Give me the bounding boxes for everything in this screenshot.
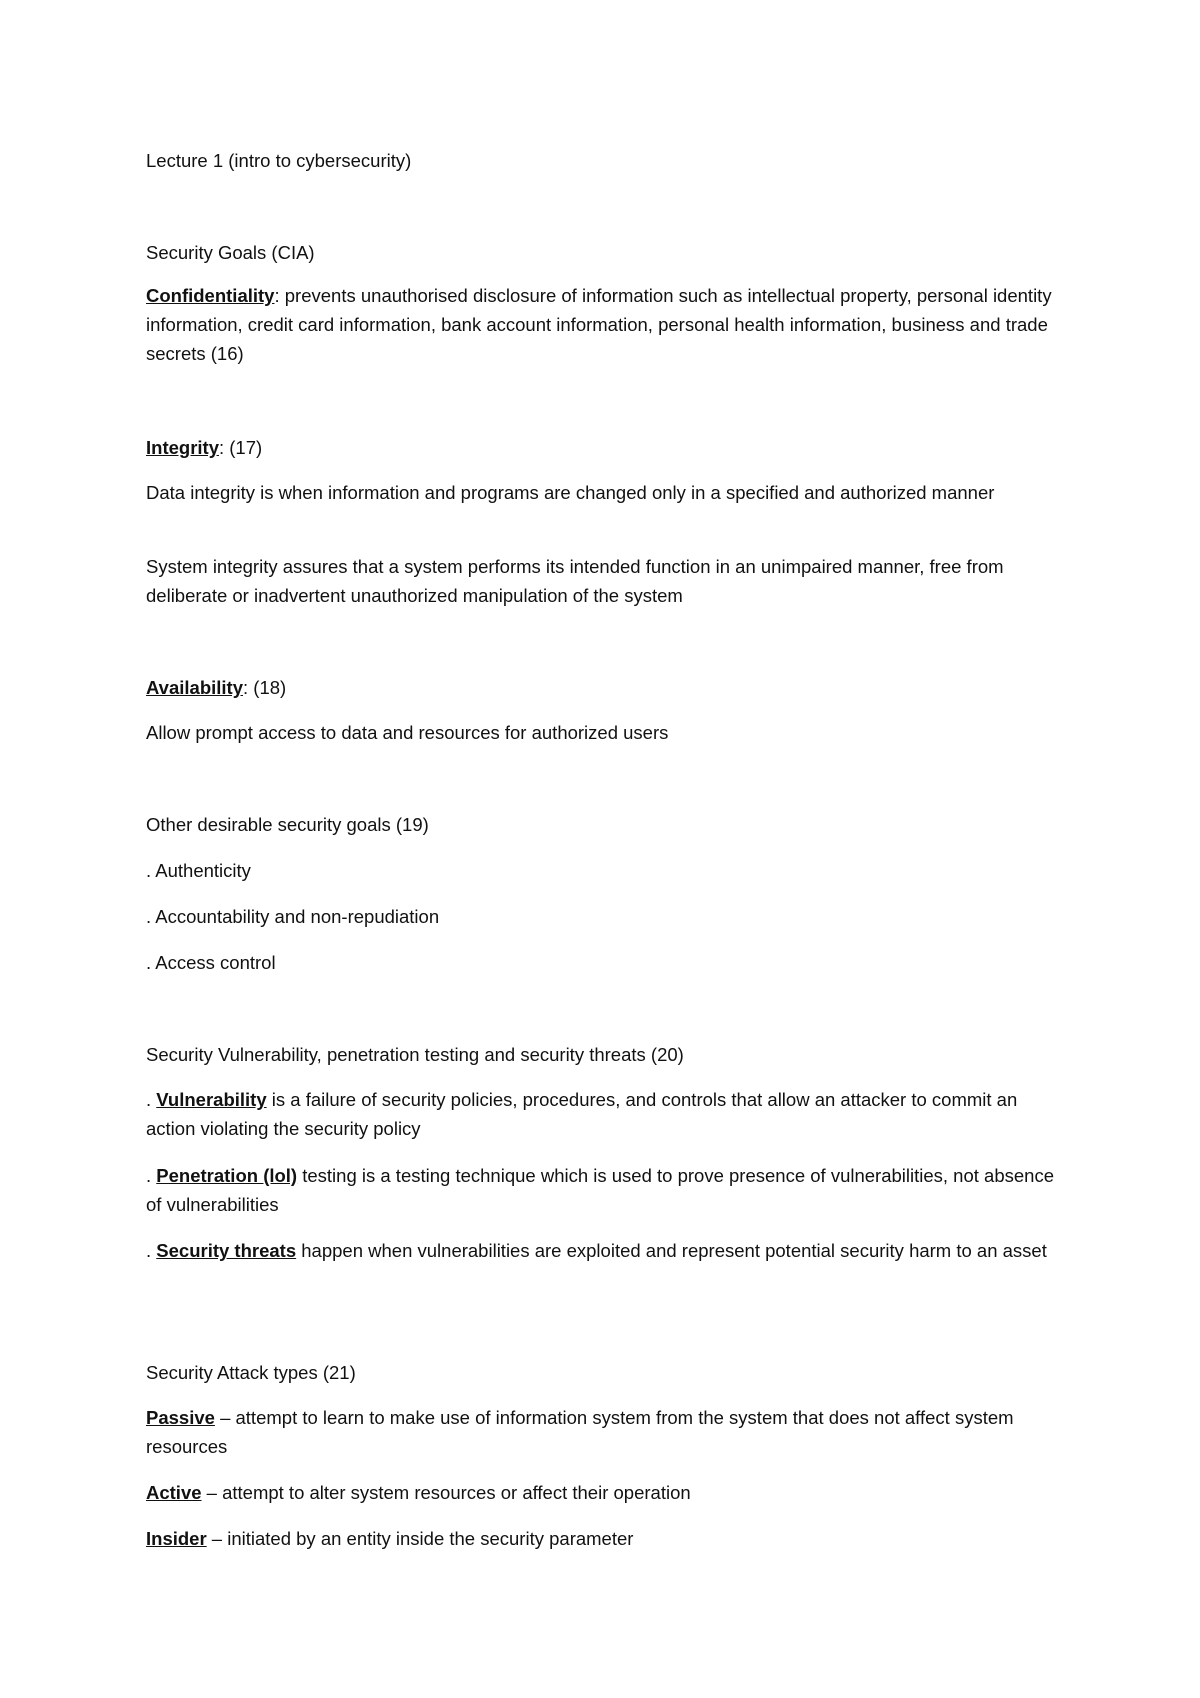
threats-term: Security threats (156, 1240, 297, 1261)
active-term: Active (146, 1482, 202, 1503)
vulnerability-heading: Security Vulnerability, penetration testing and security threats (20) (146, 1044, 684, 1065)
other-goal-item: . Authenticity (146, 860, 251, 881)
active-text: – attempt to alter system resources or affect their operation (201, 1482, 691, 1503)
confidentiality-paragraph (146, 281, 1066, 368)
vulnerability-term: Vulnerability (156, 1089, 267, 1110)
vulnerability-item (146, 1085, 1066, 1143)
bullet-prefix: . (146, 1165, 157, 1186)
other-goal-item: . Accountability and non-repudiation (146, 906, 440, 927)
passive-term: Passive (146, 1407, 215, 1428)
lecture-title: Lecture 1 (intro to cybersecurity) (146, 150, 412, 171)
insider-text: – initiated by an entity inside the security parameter (206, 1528, 634, 1549)
penetration-text: testing is a testing technique which is used to prove presence of vulnerabilities, not absence of vulnerabilities (146, 1165, 1054, 1215)
integrity-heading (146, 433, 262, 462)
penetration-item (146, 1161, 1066, 1219)
insider-term: Insider (146, 1528, 207, 1549)
threats-item (146, 1236, 1066, 1265)
threats-text: happen when vulnerabilities are exploited and represent potential security harm to an asset (296, 1240, 1047, 1261)
bullet-prefix: . (146, 1089, 157, 1110)
system-integrity-text: System integrity assures that a system performs its intended function in an unimpaired manner, free from deliberate or inadvertent unauthorized manipulation of the system (146, 556, 1004, 606)
availability-term: Availability (146, 677, 243, 698)
cia-heading: Security Goals (CIA) (146, 242, 315, 263)
attack-type-item (146, 1403, 1066, 1461)
integrity-ref: : (17) (218, 437, 263, 458)
confidentiality-term: Confidentiality (146, 285, 275, 306)
bullet-prefix: . (146, 1240, 157, 1261)
availability-text: Allow prompt access to data and resources for authorized users (146, 722, 669, 743)
passive-text: – attempt to learn to make use of information system from the system that does not affect system resources (146, 1407, 1014, 1457)
data-integrity-text: Data integrity is when information and programs are changed only in a specified and authorized manner (146, 482, 995, 503)
vulnerability-text: is a failure of security policies, procedures, and controls that allow an attacker to commit an action violating the security policy (146, 1089, 1018, 1139)
availability-ref: : (18) (243, 677, 287, 698)
attack-type-item (146, 1524, 633, 1553)
attack-types-heading: Security Attack types (21) (146, 1362, 356, 1383)
integrity-term: Integrity (146, 437, 219, 458)
other-goal-item: . Access control (146, 952, 276, 973)
other-goals-heading: Other desirable security goals (19) (146, 814, 429, 835)
penetration-term: Penetration (lol) (156, 1165, 298, 1186)
availability-heading (146, 673, 286, 702)
confidentiality-text: : prevents unauthorised disclosure of information such as intellectual property, personal identity information, credit card information, bank account information, personal health information, business and trade secrets (16) (146, 285, 1052, 364)
attack-type-item (146, 1478, 691, 1507)
